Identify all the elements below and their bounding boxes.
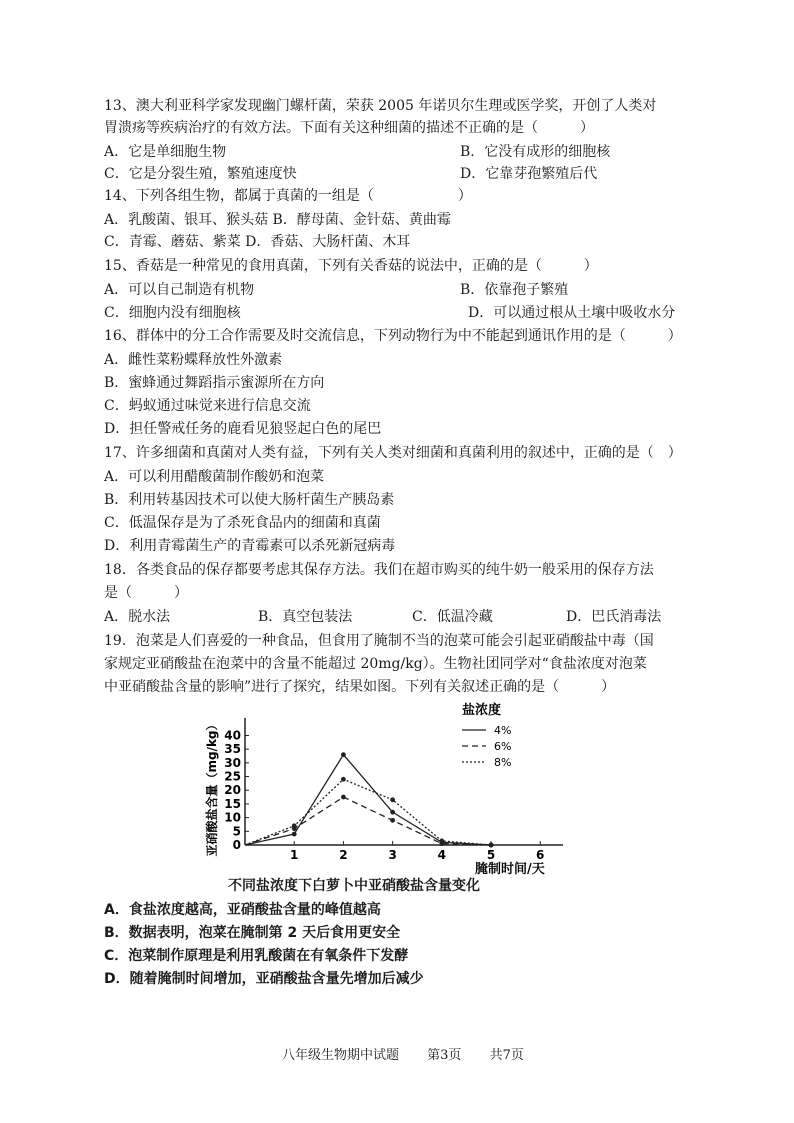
data-point [292, 832, 297, 837]
q18-stem-line1: 18．各类食品的保存都要考虑其保存方法。我们在超市购买的纯牛奶一般采用的保存方法 [104, 562, 654, 578]
q16-stem: 16、群体中的分工合作需要及时交流信息，下列动物行为中不能起到通讯作用的是（ ） [104, 328, 682, 344]
q19-option-b: B．数据表明，泡菜在腌制第 2 天后食用更安全 [104, 925, 401, 941]
nitrite-line-chart [200, 700, 570, 875]
q15-option-c: C．细胞内没有细胞核 [104, 305, 241, 321]
q14-stem: 14、下列各组生物，都属于真菌的一组是（ ） [104, 188, 472, 204]
q13-stem-line1: 13、澳大利亚科学家发现幽门螺杆菌，荣获 2005 年诺贝尔生理或医学奖，开创了人类对 [104, 98, 657, 114]
data-point [439, 838, 444, 843]
series-line-6% [245, 797, 491, 845]
footer-page: 第3页 [427, 1048, 462, 1063]
q17-option-b: B．利用转基因技术可以使大肠杆菌生产胰岛素 [104, 492, 395, 508]
q13-stem-line2: 胃溃疡等疾病治疗的有效方法。下面有关这种细菌的描述不正确的是（ ） [104, 120, 594, 136]
q19-stem-line3: 中亚硝酸盐含量的影响”进行了探究，结果如图。下列有关叙述正确的是（ ） [104, 679, 616, 695]
q14-option-ab: A．乳酸菌、银耳、猴头菇 B．酵母菌、金针菇、黄曲霉 [104, 212, 451, 228]
y-axis-label: 亚硝酸盐含量（mg/kg） [205, 718, 219, 857]
q15-option-d: D．可以通过根从土壤中吸收水分 [468, 305, 676, 321]
q19-option-c: C．泡菜制作原理是利用乳酸菌在有氧条件下发酵 [104, 948, 409, 964]
x-tick-label: 5 [486, 848, 496, 862]
q15-option-a: A．可以自己制造有机物 [104, 282, 255, 298]
q16-option-c: C．蚂蚁通过味觉来进行信息交流 [104, 398, 311, 414]
q17-stem: 17、许多细菌和真菌对人类有益，下列有关人类对细菌和真菌利用的叙述中，正确的是（ ） [104, 445, 682, 461]
y-tick-label: 15 [224, 796, 241, 811]
y-tick-label: 30 [224, 755, 241, 770]
x-tick-label: 1 [290, 848, 299, 862]
x-axis-label: 腌制时间/天 [475, 862, 545, 875]
x-tick-label: 4 [437, 848, 447, 862]
legend-entry: 4% [494, 724, 512, 737]
q13-option-d: D．它靠芽孢繁殖后代 [460, 166, 598, 182]
q17-option-a: A．可以利用醋酸菌制作酸奶和泡菜 [104, 469, 325, 485]
y-tick-label: 35 [224, 742, 241, 757]
series-line-8% [245, 779, 491, 845]
legend-title: 盐浓度 [462, 703, 502, 718]
q19-stem-line1: 19．泡菜是人们喜爱的一种食品，但食用了腌制不当的泡菜可能会引起亚硝酸盐中毒（国 [104, 633, 654, 649]
data-point [390, 797, 395, 802]
y-tick-label: 40 [224, 728, 241, 743]
q15-stem: 15、香菇是一种常见的食用真菌，下列有关香菇的说法中，正确的是（ ） [104, 258, 598, 274]
q18-stem-line2: 是（ ） [104, 585, 188, 601]
data-point [341, 795, 346, 800]
data-point [292, 823, 297, 828]
q18-option-b: B．真空包装法 [258, 609, 353, 625]
q19-option-d: D．随着腌制时间增加，亚硝酸盐含量先增加后减少 [104, 971, 424, 987]
q18-option-a: A．脱水法 [104, 609, 171, 625]
legend-entry: 8% [494, 756, 512, 769]
q16-option-d: D．担任警戒任务的鹿看见狼竖起白色的尾巴 [104, 421, 382, 437]
q19-stem-line2: 家规定亚硝酸盐在泡菜中的含量不能超过 20mg/kg）。生物社团同学对“食盐浓度对泡菜 [104, 656, 647, 672]
x-tick-label: 2 [339, 848, 348, 862]
y-tick-label: 25 [224, 769, 241, 784]
data-point [341, 777, 346, 782]
q17-option-d: D．利用青霉菌生产的青霉素可以杀死新冠病毒 [104, 538, 396, 554]
chart-caption: 不同盐浓度下白萝卜中亚硝酸盐含量变化 [228, 878, 480, 894]
q13-option-b: B．它没有成形的细胞核 [460, 144, 611, 160]
q19-option-a: A．食盐浓度越高，亚硝酸盐含量的峰值越高 [104, 902, 381, 918]
y-tick-label: 0 [232, 838, 241, 852]
q15-option-b: B．依靠孢子繁殖 [460, 282, 569, 298]
legend-entry: 6% [494, 740, 512, 753]
x-tick-label: 6 [536, 848, 545, 862]
q17-option-c: C．低温保存是为了杀死食品内的细菌和真菌 [104, 515, 381, 531]
footer-total: 共7页 [489, 1048, 524, 1063]
y-tick-label: 20 [224, 783, 241, 798]
data-point [341, 752, 346, 757]
q18-option-d: D．巴氏消毒法 [566, 609, 662, 625]
q13-option-a: A．它是单细胞生物 [104, 144, 227, 160]
q16-option-a: A．雌性菜粉蝶释放性外激素 [104, 352, 283, 368]
q14-option-cd: C．青霉、蘑菇、紫菜 D．香菇、大肠杆菌、木耳 [104, 234, 411, 250]
q18-option-c: C．低温冷藏 [412, 609, 493, 625]
y-tick-label: 10 [224, 810, 241, 825]
q13-option-c: C．它是分裂生殖，繁殖速度快 [104, 166, 297, 182]
q16-option-b: B．蜜蜂通过舞蹈指示蜜源所在方向 [104, 375, 325, 391]
page-footer [282, 1044, 548, 1063]
x-tick-label: 3 [388, 848, 397, 862]
data-point [489, 843, 494, 848]
data-point [390, 810, 395, 815]
data-point [390, 818, 395, 823]
series-line-4% [245, 755, 491, 845]
y-tick-label: 5 [232, 824, 241, 839]
footer-subject: 八年级生物期中试题 [282, 1048, 400, 1063]
